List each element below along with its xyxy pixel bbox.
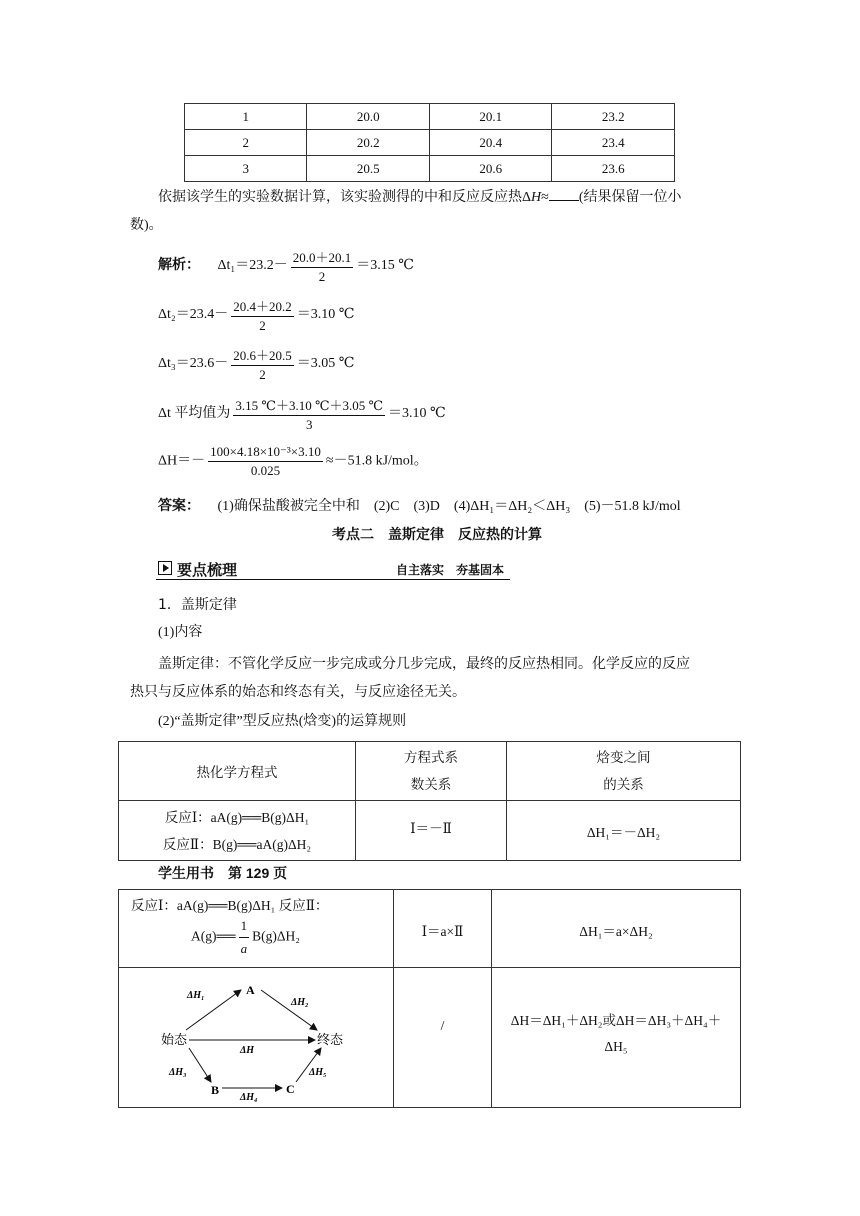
table-row <box>119 801 741 861</box>
table-row <box>185 130 675 156</box>
fraction: $\frac{1}{a}$ <box>240 918 248 956</box>
arrow-start-B <box>189 1048 211 1082</box>
equation-cell: 反应Ⅰ：aA(g)══B(g)ΔH₁ 反应Ⅱ： A(g)══ $\frac{1}{a}$ B(g)ΔH₂ <box>119 890 394 968</box>
fraction: $\frac{20.0+20.1}{2}$ <box>291 247 354 285</box>
data-table <box>184 103 675 182</box>
diagram-cell <box>119 968 394 1108</box>
hess-cycle-diagram <box>119 968 381 1107</box>
table-cell: 20.2 <box>307 130 430 156</box>
heading-3: (2)“盖斯定律”型反应热(焓变)的运算规则 <box>158 714 407 729</box>
enthalpy-cell: ΔH₁＝a×ΔH₂ <box>492 890 741 968</box>
paragraph-1: 盖斯定律：不管化学反应一步完成或分几步完成，最终的反应热相同。化学反应的反应 <box>158 657 690 672</box>
section-title: 考点二 盖斯定律 反应热的计算 <box>332 526 542 542</box>
table-cell: 1 <box>185 104 307 130</box>
answer-label: 答案： <box>158 497 200 513</box>
table-cell: 2 <box>185 130 307 156</box>
fraction: $\frac{\text{100×4.18×10⁻³×3.10}}{0.025}$ <box>210 444 321 478</box>
heading-1: 1．盖斯定律 <box>158 597 237 613</box>
label-dH4: ΔH₄ <box>240 1092 258 1103</box>
solution-dt2: Δt₂＝23.4－ $\frac{20.4+20.2}{2}$ ＝3.10 ℃ <box>158 296 354 334</box>
play-icon <box>158 561 172 575</box>
table-header-row <box>119 742 741 801</box>
banner-subtitle: 自主落实 夯基固本 <box>395 563 504 577</box>
header-enthalpy: 焓变之间 的关系 <box>507 742 741 801</box>
equation-cell: 反应Ⅰ：aA(g)══B(g)ΔH₁ 反应Ⅱ：B(g)══aA(g)ΔH₂ <box>119 801 356 861</box>
table-row <box>185 104 675 130</box>
table-row <box>119 890 741 968</box>
state-B: B <box>211 1083 220 1097</box>
label-dH3: ΔH₃ <box>169 1067 187 1078</box>
enthalpy-cell: ΔH₁＝－ΔH₂ <box>507 801 741 861</box>
table-row <box>119 968 741 1108</box>
table-cell: 20.6 <box>429 156 552 182</box>
table-cell: 20.5 <box>307 156 430 182</box>
table-cell: 20.1 <box>429 104 552 130</box>
heading-2: (1)内容 <box>158 625 203 640</box>
rules-table <box>118 741 741 861</box>
header-equation: 热化学方程式 <box>119 742 356 801</box>
label-dH5: ΔH₅ <box>309 1067 327 1078</box>
state-start: 始态 <box>161 1032 188 1047</box>
arrow-A-end <box>261 990 317 1030</box>
state-C: C <box>286 1082 295 1096</box>
state-A: A <box>246 983 255 997</box>
table-cell: 20.4 <box>429 130 552 156</box>
fraction: $\frac{20.6+20.5}{2}$ <box>231 345 294 383</box>
relation-cell: Ⅰ＝－Ⅱ <box>356 801 507 861</box>
relation-cell: / <box>394 968 492 1108</box>
answer-line: 答案： (1)确保盐酸被完全中和 (2)C (3)D (4)ΔH₁＝ΔH₂＜ΔH₃ (5)－51.8 kJ/mol <box>158 497 681 514</box>
header-coefficient: 方程式系 数关系 <box>356 742 507 801</box>
solution-dt1: 解析： Δt₁＝23.2－ $\frac{20.0+20.1}{2}$ ＝3.15 ℃ <box>158 247 414 285</box>
label-dH1: ΔH₁ <box>187 990 205 1001</box>
fraction: $\frac{3.15 ℃+3.10 ℃+3.05 ℃}{3}$ <box>233 395 385 433</box>
enthalpy-cell: ΔH＝ΔH₁＋ΔH₂或ΔH＝ΔH₃＋ΔH₄＋ ΔH₅ <box>492 968 741 1108</box>
table-cell: 20.0 <box>307 104 430 130</box>
solution-dh: ΔH＝－ $\frac{\text{100×4.18×10⁻³×3.10}}{0.025}$ ≈－51.8 kJ/mol。 <box>158 444 428 478</box>
fraction: $\frac{20.4+20.2}{2}$ <box>231 296 294 334</box>
table-cell: 3 <box>185 156 307 182</box>
label-dH: ΔH <box>240 1045 255 1056</box>
question-line-2: 数)。 <box>130 218 163 233</box>
table-row <box>185 156 675 182</box>
relation-cell: Ⅰ＝a×Ⅱ <box>394 890 492 968</box>
state-end: 终态 <box>317 1032 344 1047</box>
banner-title: 要点梳理 <box>177 561 238 579</box>
solution-dt3: Δt₃＝23.6－ $\frac{20.6+20.5}{2}$ ＝3.05 ℃ <box>158 345 354 383</box>
section-banner <box>156 559 510 580</box>
solution-label: 解析： <box>158 256 200 273</box>
table-cell: 23.4 <box>552 130 675 156</box>
question-line-1: 依据该学生的实验数据计算，该实验测得的中和反应反应热ΔH≈ (结果保留一位小 <box>158 186 682 209</box>
rules-table-continued <box>118 889 741 1108</box>
answer-blank <box>549 186 579 201</box>
paragraph-2: 热只与反应体系的始态和终态有关，与反应途径无关。 <box>130 685 466 700</box>
label-dH2: ΔH₂ <box>291 997 309 1008</box>
table-cell: 23.6 <box>552 156 675 182</box>
solution-avg: Δt 平均值为 $\frac{3.15 ℃+3.10 ℃+3.05 ℃}{3}$ ＝3.10 ℃ <box>158 395 446 433</box>
page-note: 学生用书 第 129 页 <box>158 865 288 881</box>
table-cell: 23.2 <box>552 104 675 130</box>
